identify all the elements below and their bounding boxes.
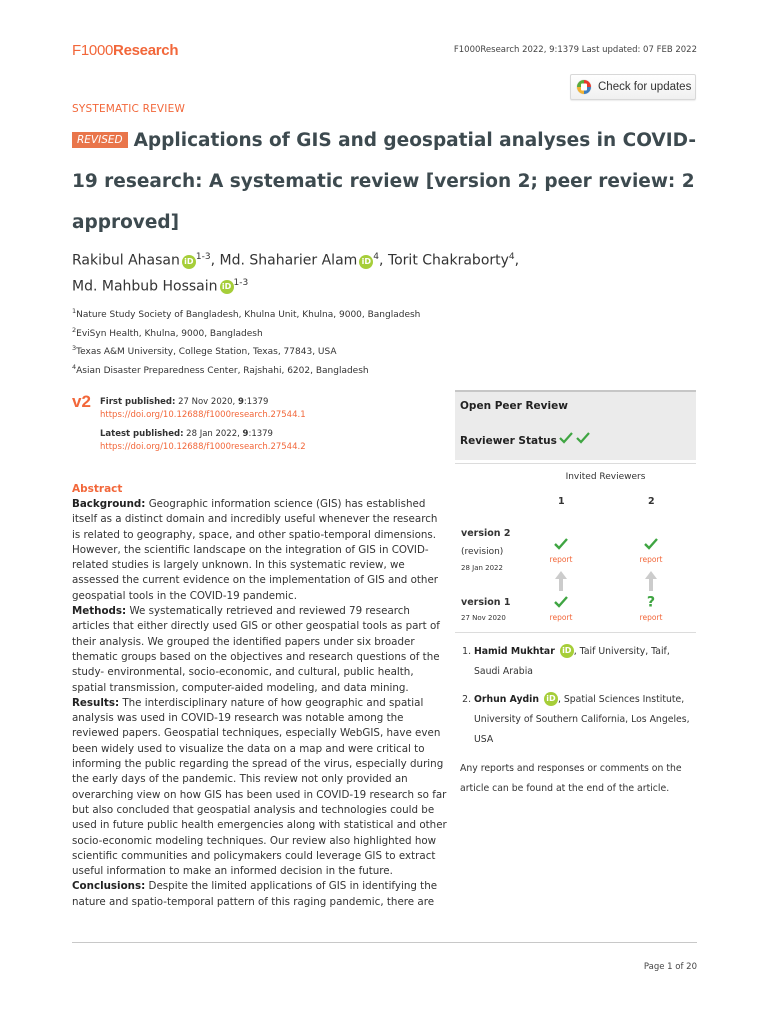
affiliation-item: $^2$EviSyn Health, Khulna, 9000, Bangladesh bbox=[72, 325, 263, 339]
author-affil-sup: 4 bbox=[373, 252, 380, 262]
approved-check-icon[interactable] bbox=[553, 536, 569, 552]
first-doi-link[interactable]: https://doi.org/10.12688/f1000research.27544.1 bbox=[100, 409, 306, 420]
publication-info: First published: 27 Nov 2020, 9:1379 https://doi.org/10.12688/f1000research.27544.1 Latest published: 28 Jan 2022, 9:1379 https://doi.org/10.12688/f1000research.27544.2 bbox=[100, 397, 306, 452]
report-link[interactable]: report bbox=[549, 613, 573, 622]
orcid-icon[interactable]: iD bbox=[359, 255, 373, 269]
arrow-up-icon bbox=[644, 570, 658, 592]
open-peer-review-title: Open Peer Review bbox=[460, 400, 568, 412]
svg-text:?: ? bbox=[646, 594, 656, 609]
report-link[interactable]: report bbox=[639, 613, 663, 622]
reviewer-col-2: 2 bbox=[648, 496, 655, 507]
version-2-label: version 2 bbox=[461, 528, 511, 539]
check-for-updates-button[interactable] bbox=[570, 74, 696, 100]
open-peer-review-panel bbox=[455, 390, 696, 460]
reviewer-col-1: 1 bbox=[558, 496, 565, 507]
affiliation-item: $^1$Nature Study Society of Bangladesh, Khulna Unit, Khulna, 9000, Bangladesh bbox=[72, 307, 421, 320]
f1000research-logo[interactable]: F1000Research bbox=[72, 42, 179, 59]
article-type: SYSTEMATIC REVIEW bbox=[72, 103, 186, 115]
author-affil-sup: 1-3 bbox=[195, 252, 211, 262]
version-2-date: 28 Jan 2022 bbox=[461, 564, 503, 572]
orcid-icon[interactable]: iD bbox=[220, 280, 234, 294]
affiliation-item: $^3$Texas A&M University, College Station, Texas, 77843, USA bbox=[72, 344, 337, 357]
affiliation-item: $^4$Asian Disaster Preparedness Center, Rajshahi, 6202, Bangladesh bbox=[72, 362, 369, 376]
author-affil-sup: 4 bbox=[508, 252, 515, 262]
approved-reservations-question-icon[interactable] bbox=[643, 593, 659, 609]
abstract-body: Background: Geographic information science (GIS) has established itself as a distinct domain and incredibly useful whenever the research is related to geography, space, and other spatio-temporal dimensions. However, the scientific landscape on the integration of GIS in COVID-related studies is largely unknown. In this systematic review, we assessed the current evidence on the implementation of GIS and other geospatial tools in the COVID-19 pandemic. Methods: We systematically retrieved and reviewed 79 research articles that either directly used GIS or other geospatial tools as part of their analysis. We grouped the identified papers under six broader thematic groups based on the objectives and research questions of the study- environmental, socio-economic, and cultural, public health, spatial transmission, computer-aided modeling, and data mining. Results: The interdisciplinary nature of how geographic and spatial analysis was used in COVID-19 research was notable among the reviewed papers. Geospatial techniques, especially WebGIS, have even been widely used to visualize the data on a map and were critical to informing the public regarding the spread of the virus, especially during the early days of the pandemic. This review not only provided an overarching view on how GIS has been used in COVID-19 research so far but also concluded that geospatial analysis and technologies could be used in future public health emergencies along with statistical and other socio-economic modeling techniques. Our review also highlighted how scientific communities and policymakers could leverage GIS to extract useful information to make an informed decision in the future. Conclusions: Despite the limited applications of GIS in identifying the nature and spatio-temporal pattern of this raging pandemic, there are bbox=[72, 498, 447, 908]
reviewer-list bbox=[461, 642, 693, 758]
reviewer-item: 2. Orhun Aydin iD , Spatial Sciences Institute, University of Southern California, Los Angeles, USA bbox=[474, 690, 693, 750]
author-name[interactable]: Rakibul Ahasan bbox=[72, 252, 180, 269]
latest-doi-link[interactable]: https://doi.org/10.12688/f1000research.27544.2 bbox=[100, 441, 306, 452]
reviewer-status-checks-icon bbox=[559, 432, 591, 444]
title-text: Applications of GIS and geospatial analyses in COVID-19 research: A systematic review bbox=[72, 130, 697, 192]
abstract-heading: Abstract bbox=[72, 483, 123, 495]
invited-reviewers-label: Invited Reviewers bbox=[565, 472, 646, 482]
arrow-up-icon bbox=[554, 570, 568, 592]
version-tag: v2 bbox=[72, 392, 91, 411]
orcid-icon[interactable]: iD bbox=[182, 255, 196, 269]
journal-citation: F1000Research 2022, 9:1379 Last updated: 07 FEB 2022 bbox=[453, 45, 697, 55]
affiliations bbox=[72, 304, 420, 378]
crossmark-icon bbox=[576, 79, 592, 95]
revised-badge: REVISED bbox=[72, 132, 128, 148]
version-2-sub: (revision) bbox=[461, 547, 504, 557]
author-list: Rakibul Ahasan iD $^{1-3}$, Md. Shaharier Alam iD $^4$, Torit Chakraborty$^4$, Md. Mahbub Hossain iD $^{1-3}$ bbox=[72, 252, 520, 295]
report-link[interactable]: report bbox=[639, 555, 663, 564]
version-note: [version 2; peer review: 2 approved] bbox=[72, 171, 695, 233]
page-number: Page 1 of 20 bbox=[643, 962, 697, 972]
author-name[interactable]: Md. Shaharier Alam bbox=[219, 252, 358, 269]
orcid-icon[interactable]: iD bbox=[560, 644, 574, 658]
article-title bbox=[72, 120, 712, 243]
version-1-label: version 1 bbox=[461, 597, 511, 608]
author-name[interactable]: Md. Mahbub Hossain bbox=[72, 278, 218, 295]
orcid-icon[interactable]: iD bbox=[544, 692, 558, 706]
reviewer-table bbox=[455, 463, 696, 633]
report-link[interactable]: report bbox=[549, 555, 573, 564]
reviewer-item: 1. Hamid Mukhtar iD , Taif University, Taif, Saudi Arabia bbox=[474, 642, 693, 682]
check-for-updates-label: Check for updates bbox=[598, 81, 692, 93]
reviewer-status-label: Reviewer Status bbox=[460, 435, 557, 447]
approved-check-icon[interactable] bbox=[553, 594, 569, 610]
author-affil-sup: 1-3 bbox=[233, 277, 249, 288]
author-name[interactable]: Torit Chakraborty bbox=[387, 252, 509, 269]
approved-check-icon[interactable] bbox=[643, 536, 659, 552]
version-1-date: 27 Nov 2020 bbox=[461, 614, 506, 622]
reports-note: Any reports and responses or comments on the article can be found at the end of the article. bbox=[460, 763, 682, 794]
footer-divider bbox=[72, 942, 697, 943]
